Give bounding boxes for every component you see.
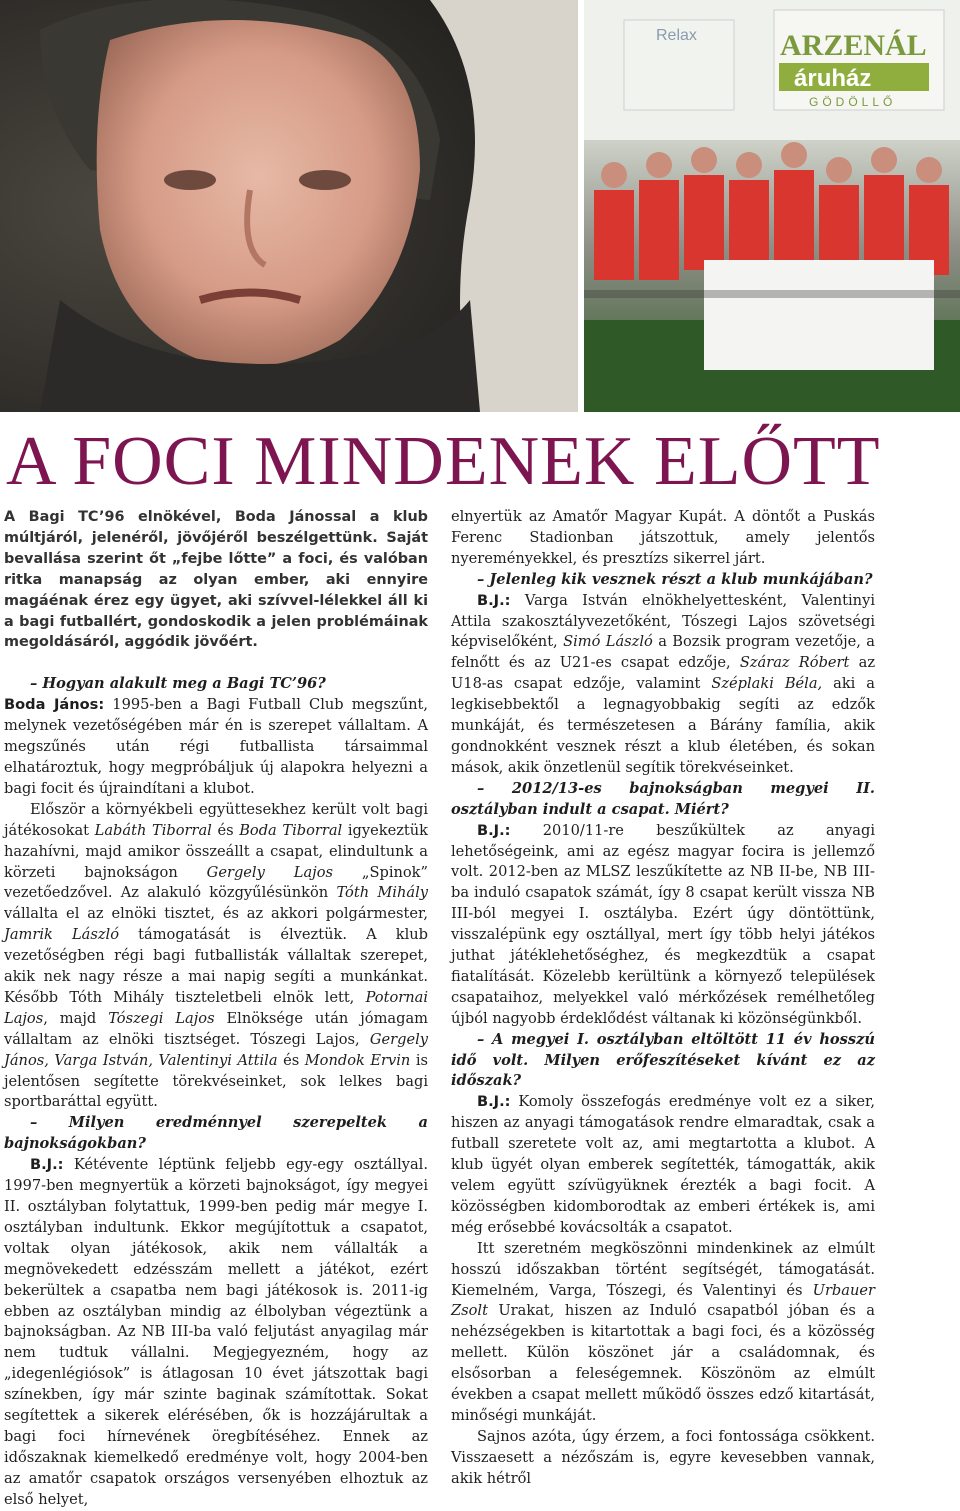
answer-1-cont: Először a környékbeli együttesekhez került volt bagi játékosokat Labáth Tiborral és Boda Tiborral igyekeztük hazahívni, majd amikor összeállt a csapat, elindultunk a körzeti bajnokságon Gergely Lajos „Spinok” vezetőedzővel. Az alakuló közgyűlésünkön Tóth Mihály vállalta el az elnöki tisztet, és az akkori polgármester, Jamrik László támogatását is élveztük. A klub vezetőségben régi bagi futballisták vállaltak szerepet, akik nek nagy része a mai napig segíti a munkánkat. Később Tóth Mihály tiszteletbeli elnök lett, Potornai Lajos, majd Tószegi Lajos Elnöksége után jómagam vállaltam az elnöki tisztséget. Tószegi Lajos, Gergely János, Varga István, Valentinyi Attila és Mondok Ervin is jelentősen segítette törekvéseinket, sok lelkes bagi sportbaráttal együtt.: [4, 800, 429, 1111]
sign-arzenal: ARZENÁL: [780, 29, 927, 62]
article-title: A FOCI MINDENEK ELŐTT: [6, 423, 881, 500]
article-lead: A Bagi TC’96 elnökével, Boda Jánossal a klub múltjáról, jelenéről, jövőjéről beszélgettünk. Saját bevallása szerint őt „fejbe lőtte” a foci, és valóban ritka manapság az olyan ember, aki ennyire magáénak érez egy ügyet, aki szívvel-lélekkel áll ki a bagi futballért, gondoskodik a jelen problémáinak megoldásáról, aggódik jövőért.: [4, 509, 428, 651]
answer-3: B.J.: Varga István elnökhelyettesként, Valentinyi Attila szakosztályvezetőként, Tószegi Lajos szövetségi képviselőként, Simó László a Bozsik program vezetője, a felnőtt és az U21-es csapat edzője, Száraz Róbert az U18-as csapat edzője, valamint Széplaki Béla, aki a legkisebbektől a legnagyobbakig segíti az edzők munkáját, és természetesen a Bárány família, akik gondnokként vesznek részt a klub életében, és sokan mások, akik önzetlenül segítik törekvéseinket.: [451, 591, 876, 776]
sign-relax: Relax: [656, 27, 697, 44]
portrait-photo: [0, 0, 578, 412]
speaker-label: Boda János:: [4, 696, 105, 714]
question-1: – Hogyan alakult meg a Bagi TC’96?: [30, 675, 326, 693]
answer-1: Boda János: 1995-ben a Bagi Futball Club megszűnt, melynek vezetőségében már én is szerepet vállaltam. A megszűnés után régi futballista társaimmal elhatároztuk, hogy megpróbáljuk új alapokra helyezni a bagi focit és újraindítani a klubot.: [4, 696, 428, 797]
team-photo: [584, 0, 960, 412]
answer-6: Itt szeretném megköszönni mindenkinek az elmúlt hosszú időszakban történt segítségét, támogatását. Kiemelném, Varga, Tószegi, és Valentinyi és Urbauer Zsolt Urakat, hiszen az Induló csapatból jóban és a nehézségekben is kitartottak a bagi foci, és a közösség mellett. Külön köszönet jár a családomnak, és elsősorban a feleségemnek. Köszönöm az elmúlt években a csapat mellett működő összes edző kitartását, minőségi munkáját.: [451, 1239, 875, 1424]
answer-4: B.J.: 2010/11-re beszűkültek az anyagi lehetőségeink, ami az egész magyar focira is jellemző volt. 2012-ben az MLSZ leszűkítette az NB II-be, NB III-ba induló csapatok számát, így 8 csapat került vissza NB III-ból megyei I. osztályba. Ezért úgy döntöttünk, visszalépünk egy osztállyal, mert így több helyi játékos juthat játéklehetőséghez, és megkezdtük a csapat fiatalítását. Közelebb kerültünk a környező települések csapataihoz, melyekkel való mérkőzések remélhetőleg újból nagyobb érdeklődést váltanak ki közönségünkből.: [451, 821, 875, 1027]
portrait-illustration: [0, 0, 578, 412]
team-illustration: [584, 0, 960, 412]
answer-7: Sajnos azóta, úgy érzem, a foci fontossága csökkent. Visszaesett a nézőszám is, egyre kevesebben vannak, akik hétről: [451, 1427, 875, 1487]
sign-aruhaz: áruház: [794, 65, 872, 92]
left-column: [4, 507, 428, 1511]
answer-5: B.J.: Komoly összefogás eredménye volt ez a siker, hiszen az anyagi támogatások rendre elmaradtak, csak a futball szeretete volt az, ami megtartotta a klubot. A klub ügyét olyan emberek segítették, támogatták, akik velem együtt szívügyüknek érezték a bagi focit. A közösségben kidomborodtak az emberi értékek is, ami még erősebbé kovácsolták a csapatot.: [451, 1093, 875, 1236]
answer-2-cont: elnyertük az Amatőr Magyar Kupát. A döntőt a Puskás Ferenc Stadionban játszottuk, amely jelentős nyereményekkel, és presztízs sikerrel járt.: [451, 508, 875, 567]
answer-2: B.J.: Kétévente léptünk feljebb egy-egy osztállyal. 1997-ben megnyertük a körzeti bajnokságot, így megyei II. osztályban folytattuk, 1999-ben pedig már megye I. osztályban indultunk. Ekkor megújítottuk a csapatot, voltak olyan játékosok, akik nem vállalták a megnövekedett edzésszám mellett a játékot, ezért bekerültek a csapatba nem bagi játékosok is. 2011-ig ebben az osztályban mindig az élbolyban végeztünk a bajnokságban. Az NB III-ba való feljutást anyagilag már nem tudtuk vállalni. Megjegyezném, hogy az „idegenlégiósok” is átlagosan 10 évet játszottak bagi színekben, így már szinte baginak számítottak. Sokat segítettek a sikerek elérésében, ők is hozzájárultak a bagi foci hírnevének öregbítéséhez. Ennek az időszaknak kiemelkedő eredménye volt, hogy 2004-ben az amatőr csapatok országos versenyében elhoztuk az első helyet,: [4, 1156, 428, 1508]
sign-godollo: GÖDÖLLŐ: [809, 95, 897, 109]
question-2: – Milyen eredménnyel szerepeltek a bajnokságokban?: [4, 1114, 428, 1153]
question-4: – 2012/13-es bajnokságban megyei II. osztályban indult a csapat. Miért?: [451, 779, 875, 818]
question-5: – A megyei I. osztályban eltöltött 11 év hosszú idő volt. Milyen erőfeszítéseket kívánt ez az időszak?: [451, 1030, 875, 1090]
question-3: – Jelenleg kik vesznek részt a klub munkájában?: [477, 570, 873, 588]
right-column: [451, 507, 875, 1490]
